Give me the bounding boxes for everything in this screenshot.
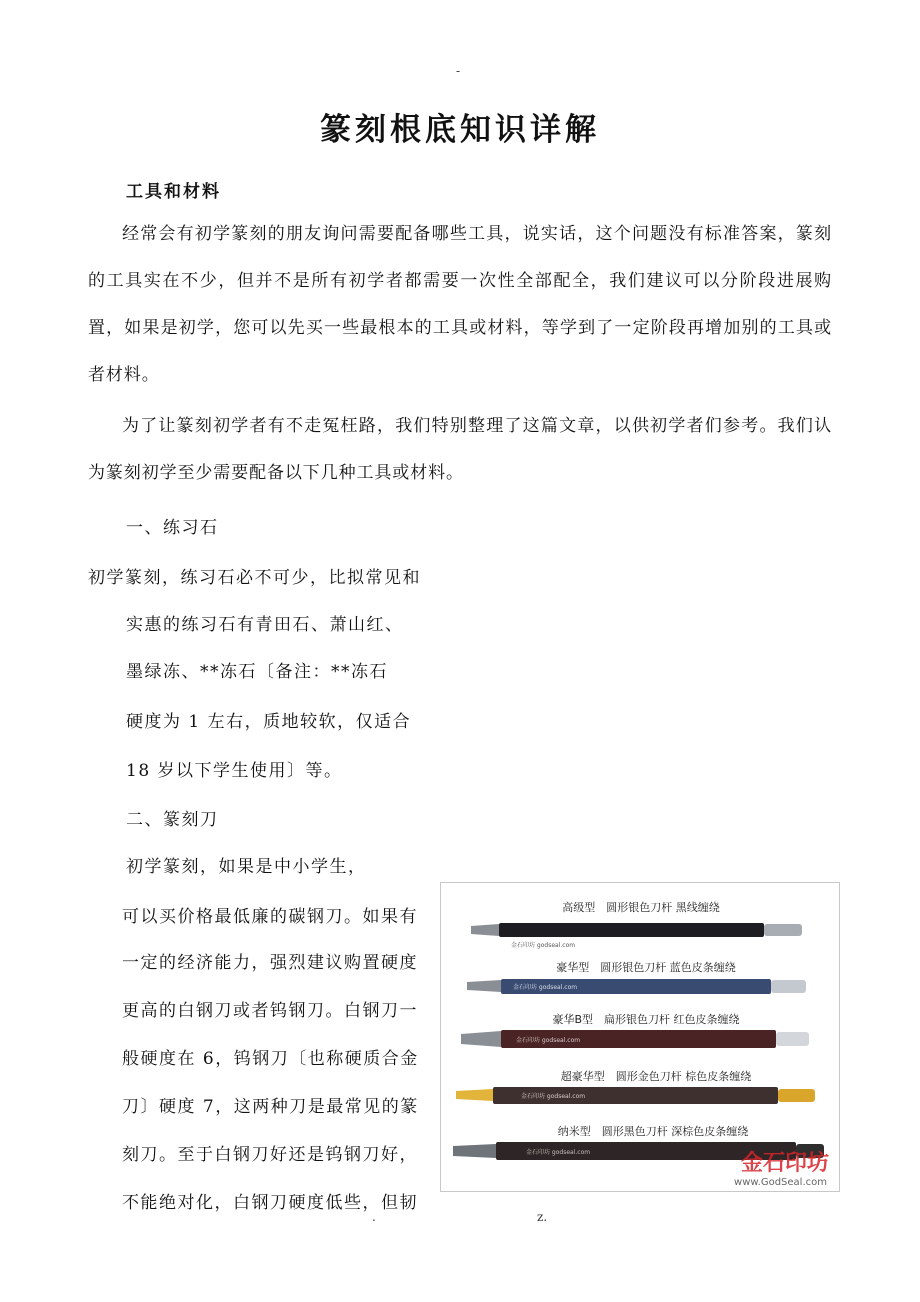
purpose-paragraph: 为了让篆刻初学者有不走冤枉路，我们特别整理了这篇文章，以供初学者们参考。我们认为篆刻初学至少需要配备以下几种工具或材料。 xyxy=(88,416,832,483)
watermark-logo-text: 金石印坊 xyxy=(740,1151,829,1176)
knife-blade xyxy=(467,980,501,992)
item2-line: 可以买价格最低廉的碳钢刀。如果有 xyxy=(122,907,418,927)
knife-handle xyxy=(499,923,764,937)
footer-left-mark: . xyxy=(372,1210,376,1224)
item1-heading: 一、练习石 xyxy=(126,518,219,538)
section-heading-tools: 工具和材料 xyxy=(126,182,221,202)
knife-blade xyxy=(456,1089,493,1101)
item2-line: 刀〕硬度 7，这两种刀是最常见的篆 xyxy=(122,1097,419,1117)
item2-line: 不能绝对化，白钢刀硬度低些，但韧 xyxy=(122,1193,418,1213)
knife-brand-text: 金石印坊 godseal.com xyxy=(521,1093,586,1100)
footer-right-mark: z. xyxy=(537,1210,548,1224)
knife xyxy=(467,979,806,994)
item1-line: 初学篆刻，练习石必不可少，比拟常见和 xyxy=(88,568,421,588)
knife-end xyxy=(771,980,806,993)
knife-blade xyxy=(461,1031,501,1047)
knife xyxy=(461,1030,809,1048)
knife xyxy=(456,1087,815,1104)
knife-end xyxy=(776,1032,809,1046)
knife-label: 高级型 圆形银色刀杆 黑线缠绕 xyxy=(562,901,720,914)
page-title: 篆刻根底知识详解 xyxy=(320,112,600,148)
item1-line: 墨绿冻、**冻石〔备注：**冻石 xyxy=(126,662,388,682)
knife-label: 豪华B型 扁形银色刀杆 红色皮条缠绕 xyxy=(552,1013,740,1026)
item1-line: 硬度为 1 左右，质地较软，仅适合 xyxy=(126,712,412,732)
item1-line: 18 岁以下学生使用〕等。 xyxy=(126,761,343,781)
knife-end xyxy=(764,924,802,936)
watermark-url: www.GodSeal.com xyxy=(734,1177,827,1188)
item2-line: 更高的白钢刀或者钨钢刀。白钢刀一 xyxy=(122,1001,418,1021)
item2-line: 初学篆刻，如果是中小学生， xyxy=(126,857,367,877)
watermark-logo xyxy=(734,1150,829,1188)
knives-illustration xyxy=(441,883,839,1191)
knife-label: 纳米型 圆形黑色刀杆 深棕色皮条缠绕 xyxy=(557,1125,749,1138)
knife-brand-text: 金石印坊 godseal.com xyxy=(513,984,578,991)
knife-label: 豪华型 圆形银色刀杆 蓝色皮条缠绕 xyxy=(556,961,736,974)
header-mark: - xyxy=(456,64,461,78)
knife-blade xyxy=(471,924,499,936)
knife-brand-text: 金石印坊 godseal.com xyxy=(511,942,576,949)
carving-knives-photo xyxy=(440,882,840,1192)
knife-end xyxy=(778,1089,815,1102)
knife-brand-text: 金石印坊 godseal.com xyxy=(526,1149,591,1156)
knife-brand-text: 金石印坊 godseal.com xyxy=(516,1037,581,1044)
item1-line: 实惠的练习石有青田石、萧山红、 xyxy=(126,615,404,635)
item2-line: 刻刀。至于白钢刀好还是钨钢刀好， xyxy=(122,1145,418,1165)
item2-line: 一定的经济能力，强烈建议购置硬度 xyxy=(122,953,418,973)
knife-label: 超豪华型 圆形金色刀杆 棕色皮条缠绕 xyxy=(560,1070,752,1083)
knife-blade xyxy=(453,1144,496,1158)
item2-heading: 二、篆刻刀 xyxy=(126,810,219,830)
intro-paragraph: 经常会有初学篆刻的朋友询问需要配备哪些工具，说实话，这个问题没有标准答案，篆刻的工具实在不少，但并不是所有初学者都需要一次性全部配全，我们建议可以分阶段进展购置，如果是初学，您可以先买一些最根本的工具或材料，等学到了一定阶段再增加别的工具或者材料。 xyxy=(88,224,832,385)
item2-line: 般硬度在 6，钨钢刀〔也称硬质合金 xyxy=(122,1049,419,1069)
knife xyxy=(471,923,802,949)
